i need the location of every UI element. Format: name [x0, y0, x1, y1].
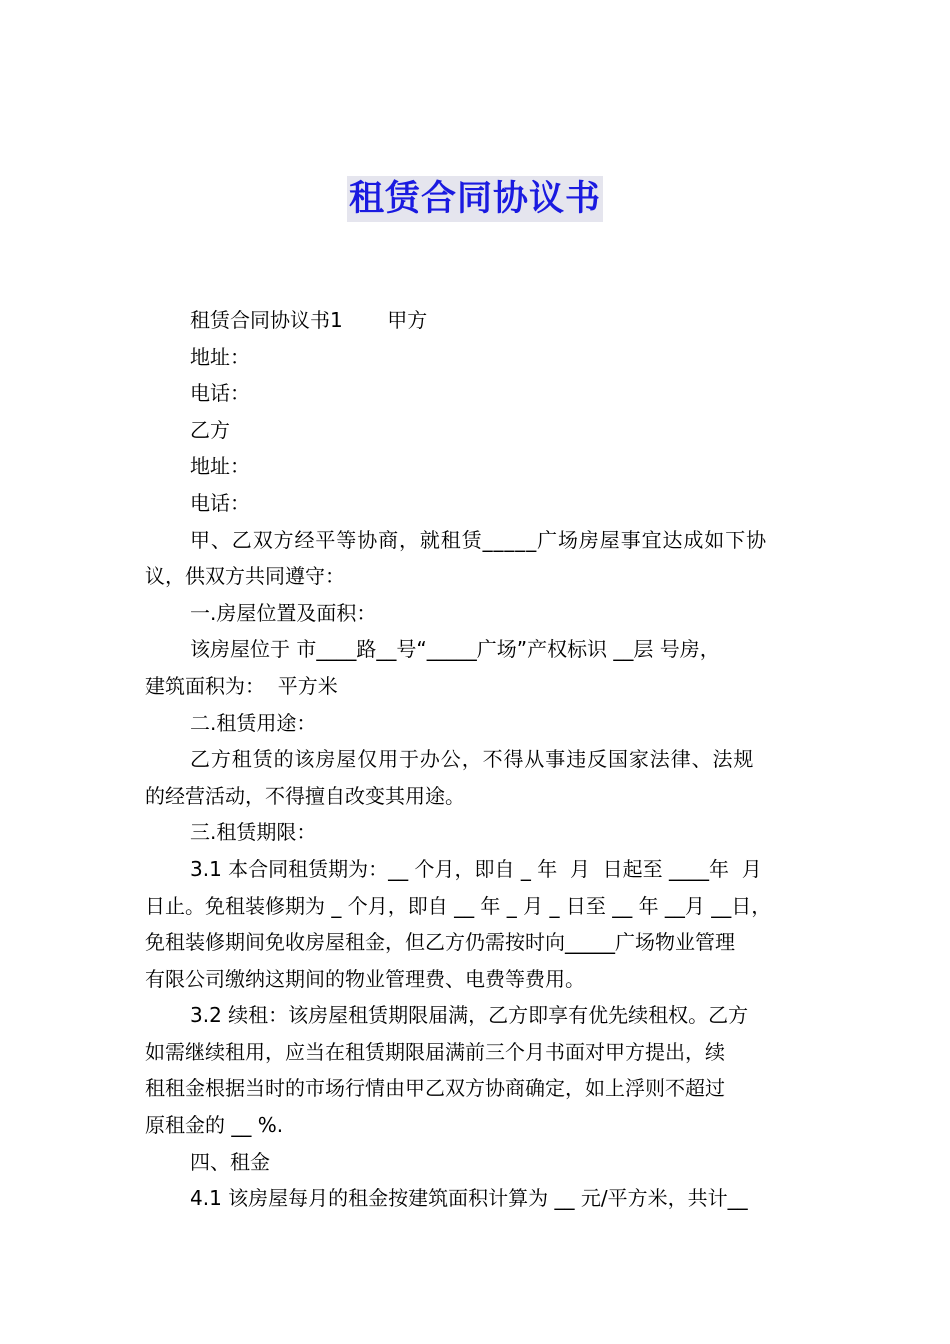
paragraph-line: 四、租金 — [190, 1149, 270, 1174]
paragraph-line: 租租金根据当时的市场行情由甲乙双方协商确定，如上浮则不超过 — [145, 1076, 725, 1101]
document-title — [0, 176, 950, 222]
document-title-text: 租赁合同协议书 — [347, 176, 603, 222]
paragraph-line: 电话： — [190, 490, 250, 515]
paragraph-line: 地址： — [190, 454, 250, 479]
paragraph-line: 三.租赁期限： — [190, 820, 317, 845]
paragraph-line: 免租装修期间免收房屋租金，但乙方仍需按时向_____广场物业管理 — [145, 930, 735, 955]
paragraph-line: 3.1 本合同租赁期为：__ 个月，即自 _ 年 月 日起至 ____年 月 — [190, 856, 762, 881]
paragraph-line: 租赁合同协议书1 甲方 — [190, 308, 428, 332]
paragraph-line: 电话： — [190, 381, 250, 406]
paragraph-line: 乙方租赁的该房屋仅用于办公，不得从事违反国家法律、法规 — [190, 747, 755, 772]
paragraph-line: 二.租赁用途： — [190, 710, 317, 735]
paragraph-line: 一.房屋位置及面积： — [190, 600, 377, 625]
paragraph-line: 该房屋位于 市____路__号“_____广场”产权标识 __层 号房， — [190, 637, 720, 662]
paragraph-line: 4.1 该房屋每月的租金按建筑面积计算为 __ 元/平方米，共计__ — [190, 1186, 748, 1211]
paragraph-line: 原租金的 __ %. — [145, 1113, 284, 1138]
paragraph-line: 地址： — [190, 344, 250, 369]
paragraph-line: 的经营活动，不得擅自改变其用途。 — [145, 783, 465, 808]
paragraph-line: 甲、乙双方经平等协商，就租赁_____广场房屋事宜达成如下协 — [190, 527, 767, 552]
paragraph-line: 乙方 — [190, 417, 230, 442]
paragraph-line: 如需继续租用，应当在租赁期限届满前三个月书面对甲方提出，续 — [145, 1039, 725, 1064]
paragraph-line: 日止。免租装修期为 _ 个月，即自 __ 年 _ 月 _ 日至 __ 年 __月 __日， — [145, 893, 772, 918]
paragraph-line: 3.2 续租：该房屋租赁期限届满，乙方即享有优先续租权。乙方 — [190, 1003, 749, 1028]
paragraph-line: 建筑面积为： 平方米 — [145, 673, 338, 698]
paragraph-line: 有限公司缴纳这期间的物业管理费、电费等费用。 — [145, 966, 585, 991]
document-body — [145, 302, 810, 1217]
paragraph-line: 议，供双方共同遵守： — [145, 564, 345, 589]
